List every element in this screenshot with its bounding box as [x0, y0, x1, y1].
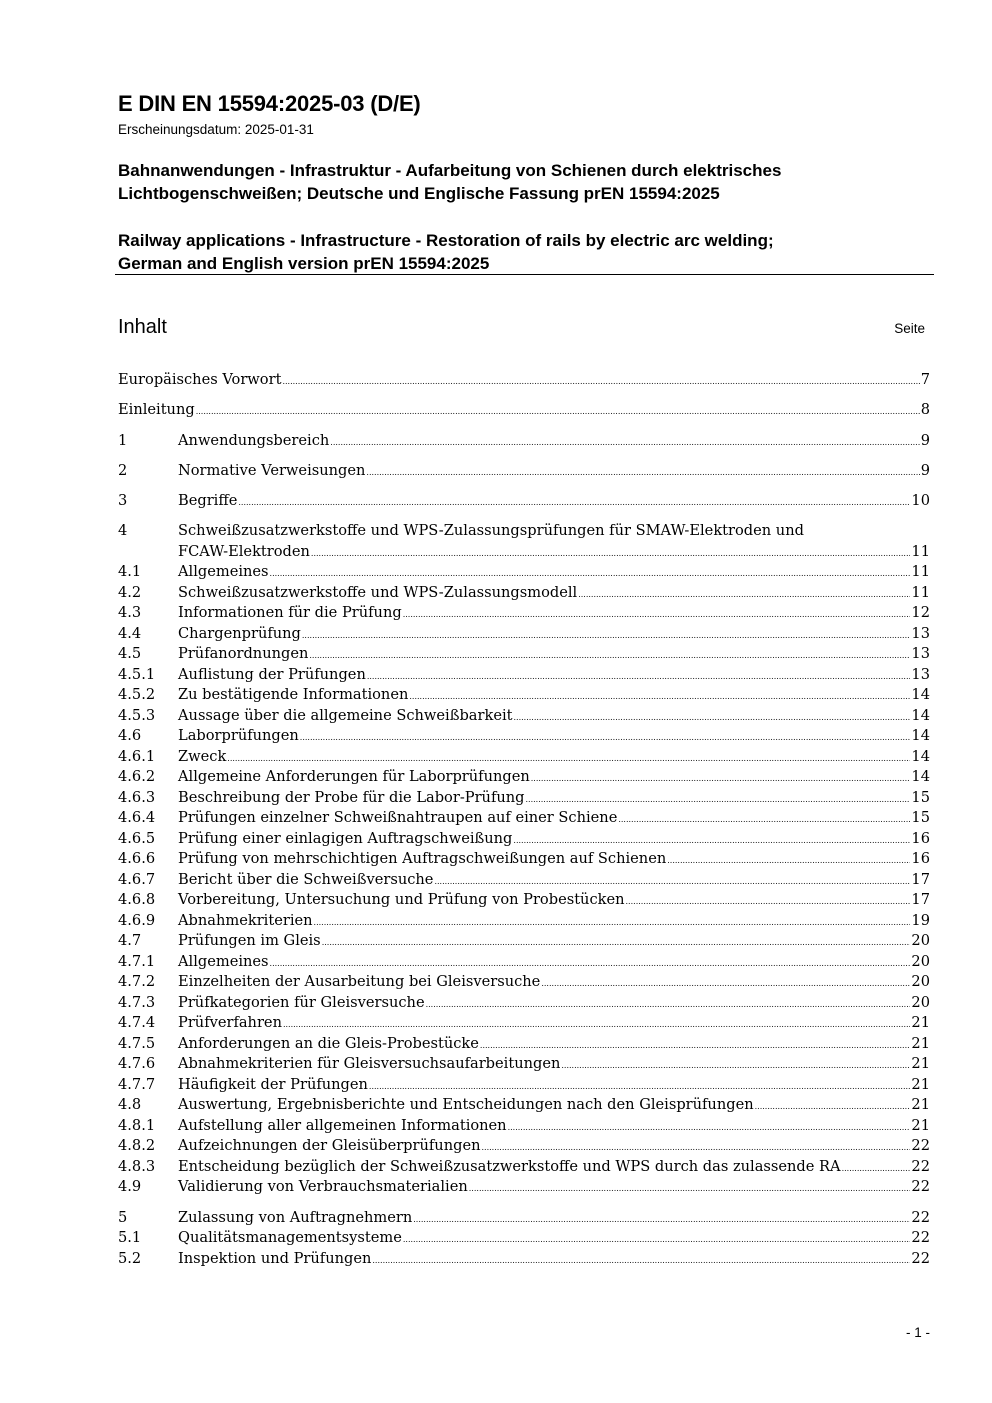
toc-entry[interactable]: [118, 370, 930, 391]
toc-entry-row: [118, 829, 930, 850]
toc-entry[interactable]: [118, 1208, 930, 1229]
toc-entry-number: 4.8.3: [118, 1157, 156, 1175]
toc-entry-number: 4: [118, 522, 128, 540]
toc-leader-dots: [403, 1230, 911, 1251]
toc-entry[interactable]: [118, 726, 930, 747]
toc-entry[interactable]: [118, 1013, 930, 1034]
toc-entry-page[interactable]: 21: [911, 1075, 930, 1093]
toc-entry-page[interactable]: 12: [911, 604, 930, 622]
toc-entry-number: 4.2: [118, 583, 142, 601]
toc-entry-page[interactable]: 22: [911, 1208, 930, 1226]
toc-entry-row: [118, 1054, 930, 1075]
toc-entry[interactable]: [118, 747, 930, 768]
toc-entry-number: 1: [118, 431, 128, 449]
toc-entry-page[interactable]: 16: [911, 850, 930, 868]
toc-page-column-label: Seite: [894, 321, 925, 336]
toc-entry-label[interactable]: Zulassung von Auftragnehmern: [178, 1208, 413, 1226]
toc-entry-label[interactable]: Häufigkeit der Prüfungen: [178, 1075, 368, 1093]
toc-entry[interactable]: [118, 583, 930, 604]
toc-entry-label[interactable]: Informationen für die Prüfung: [178, 604, 402, 622]
toc-entry-number: 4.3: [118, 604, 142, 622]
toc-entry[interactable]: [118, 890, 930, 911]
title-english-line-2: German and English version prEN 15594:2025: [118, 254, 490, 273]
toc-entry-label[interactable]: Schweißzusatzwerkstoffe und WPS-Zulassungsmodell: [178, 583, 578, 601]
toc-entry-label[interactable]: Abnahmekriterien: [178, 911, 313, 929]
toc-entry-number: 4.5.2: [118, 686, 156, 704]
toc-leader-dots: [309, 646, 910, 667]
toc-entry-row: [118, 1177, 930, 1198]
toc-entry-number: 4.7.7: [118, 1075, 156, 1093]
toc-entry[interactable]: [118, 808, 930, 829]
toc-entry-label[interactable]: Europäisches Vorwort: [118, 371, 282, 388]
toc-entry-row: [118, 1136, 930, 1157]
toc-entry-label[interactable]: Qualitätsmanagementsysteme: [178, 1229, 402, 1247]
toc-entry-page[interactable]: 22: [911, 1178, 930, 1196]
toc-entry-number: 4.4: [118, 624, 142, 642]
toc-entry-row: [118, 993, 930, 1014]
toc-entry-page[interactable]: 22: [911, 1229, 930, 1247]
toc-entry[interactable]: [118, 491, 930, 512]
toc-leader-dots: [481, 1138, 910, 1159]
toc-entry-row: [118, 788, 930, 809]
toc-entry-number: 4.6.7: [118, 870, 156, 888]
toc-entry-page[interactable]: 22: [911, 1157, 930, 1175]
toc-entry[interactable]: [118, 1249, 930, 1270]
toc-entry-label[interactable]: Allgemeines: [178, 563, 269, 581]
toc-entry[interactable]: [118, 788, 930, 809]
toc-entry-row: [118, 665, 930, 686]
toc-entry-label[interactable]: Allgemeine Anforderungen für Laborprüfungen: [178, 768, 530, 786]
toc-leader-dots: [314, 913, 911, 934]
toc-entry[interactable]: [118, 431, 930, 452]
toc-leader-dots: [531, 769, 911, 790]
toc-entry-number: 4.5.1: [118, 665, 156, 683]
toc-entry-first-line: [118, 521, 930, 542]
toc-entry-number: 4.7.3: [118, 993, 156, 1011]
toc-entry-number: 4.6.8: [118, 891, 156, 909]
toc-entry-row: [118, 583, 930, 604]
toc-entry[interactable]: [118, 1157, 930, 1178]
toc-entry-page[interactable]: 7: [920, 371, 930, 388]
toc-entry-label[interactable]: Prüfung von mehrschichtigen Auftragschweißungen auf Schienen: [178, 850, 667, 868]
toc-entry-number: 4.6: [118, 727, 142, 745]
toc-entry-label[interactable]: FCAW-Elektroden: [178, 542, 310, 560]
toc-entry-page[interactable]: 13: [911, 665, 930, 683]
toc-entry-page[interactable]: 19: [911, 911, 930, 929]
toc-entry-label[interactable]: Normative Verweisungen: [178, 461, 366, 479]
toc-entry-row: [118, 1075, 930, 1096]
toc-entry-page[interactable]: 9: [920, 431, 930, 449]
toc-entry-label[interactable]: Abnahmekriterien für Gleisversuchsaufarbeitungen: [178, 1055, 561, 1073]
toc-entry-label[interactable]: Aufzeichnungen der Gleisüberprüfungen: [178, 1137, 481, 1155]
toc-entry-label[interactable]: Auswertung, Ergebnisberichte und Entscheidungen nach den Gleisprüfungen: [178, 1096, 754, 1114]
toc-entry-page[interactable]: 16: [911, 829, 930, 847]
toc-entry-label[interactable]: Aufstellung aller allgemeinen Informationen: [178, 1116, 507, 1134]
toc-entry-row: [118, 849, 930, 870]
toc-entry-page[interactable]: 22: [911, 1249, 930, 1267]
toc-leader-dots: [270, 564, 911, 585]
toc-entry-number: 4.6.9: [118, 911, 156, 929]
toc-entry-label[interactable]: Chargenprüfung: [178, 624, 301, 642]
toc-leader-dots: [270, 954, 911, 975]
toc-entry-number: 4.9: [118, 1178, 142, 1196]
toc-entry-label[interactable]: Anforderungen an die Gleis-Probestücke: [178, 1034, 479, 1052]
toc-entry[interactable]: [118, 1136, 930, 1157]
toc-leader-dots: [434, 872, 910, 893]
toc-entry-label[interactable]: Entscheidung bezüglich der Schweißzusatzwerkstoffe und WPS durch das zulassende RA: [178, 1157, 841, 1175]
page-number: - 1 -: [905, 1325, 930, 1340]
title-german: [118, 159, 938, 205]
toc-entry-row: [118, 808, 930, 829]
toc-entry-row: [118, 491, 930, 512]
toc-entry[interactable]: [118, 1177, 930, 1198]
toc-leader-dots: [514, 708, 911, 729]
toc-leader-dots: [513, 831, 910, 852]
toc-entry-row: [118, 706, 930, 727]
toc-entry-row: [118, 931, 930, 952]
toc-entry[interactable]: [118, 603, 930, 624]
toc-entry-number: 4.8.2: [118, 1137, 156, 1155]
toc-entry[interactable]: [118, 665, 930, 686]
toc-entry-number: 4.5.3: [118, 706, 156, 724]
toc-entry-page[interactable]: 21: [911, 1055, 930, 1073]
toc-entry-number: 4.8.1: [118, 1116, 156, 1134]
toc-entry-page[interactable]: 20: [911, 993, 930, 1011]
toc-entry[interactable]: [118, 461, 930, 482]
title-english-line-1: Railway applications - Infrastructure - Restoration of rails by electric arc welding;: [118, 231, 774, 250]
toc-leader-dots: [300, 728, 911, 749]
toc-entry-row: [118, 1095, 930, 1116]
toc-leader-dots: [541, 974, 910, 995]
toc-entry-page[interactable]: 13: [911, 645, 930, 663]
toc-entry[interactable]: [118, 521, 930, 562]
toc-leader-dots: [667, 851, 910, 872]
toc-entry-number: 4.5: [118, 645, 142, 663]
toc-entry-page[interactable]: 8: [920, 401, 930, 419]
toc-entry[interactable]: [118, 911, 930, 932]
title-german-line-1: Bahnanwendungen - Infrastruktur - Aufarbeitung von Schienen durch elektrisches: [118, 161, 782, 180]
toc-entry[interactable]: [118, 870, 930, 891]
toc-entry-page[interactable]: 21: [911, 1116, 930, 1134]
toc-entry-page[interactable]: 14: [911, 747, 930, 765]
toc-leader-dots: [196, 402, 920, 423]
toc-entry-page[interactable]: 15: [911, 809, 930, 827]
toc-leader-dots: [282, 372, 919, 393]
toc-entry-page[interactable]: 17: [911, 870, 930, 888]
toc-entry-page[interactable]: 17: [911, 891, 930, 909]
toc-entry-row: [118, 603, 930, 624]
toc-entry-number: 4.1: [118, 563, 142, 581]
toc-leader-dots: [367, 667, 911, 688]
toc-entry-label[interactable]: Auflistung der Prüfungen: [178, 665, 366, 683]
toc-entry[interactable]: [118, 931, 930, 952]
toc-leader-dots: [413, 1210, 910, 1231]
toc-entry-page[interactable]: 11: [911, 542, 930, 560]
toc-entry-row: [118, 562, 930, 583]
toc-leader-dots: [372, 1251, 910, 1272]
toc-leader-dots: [525, 790, 910, 811]
toc-entry-number: 3: [118, 492, 128, 510]
toc-leader-dots: [238, 493, 910, 514]
toc-entry-row: [118, 1116, 930, 1137]
toc-entry-row: [118, 1034, 930, 1055]
toc-leader-dots: [508, 1118, 911, 1139]
toc-entry-number: 2: [118, 461, 128, 479]
toc-entry-number: 5.1: [118, 1229, 142, 1247]
toc-entry-page[interactable]: 22: [911, 1137, 930, 1155]
toc-entry-label[interactable]: Einzelheiten der Ausarbeitung bei Gleisversuche: [178, 973, 541, 991]
toc-entry-page[interactable]: 20: [911, 952, 930, 970]
toc-leader-dots: [302, 626, 911, 647]
toc-entry-row: [118, 624, 930, 645]
toc-entry-label[interactable]: Begriffe: [178, 492, 238, 510]
toc-leader-dots: [311, 544, 911, 565]
toc-entry-page[interactable]: 14: [911, 686, 930, 704]
toc-entry-row: [118, 400, 930, 421]
toc-entry-number: 4.6.5: [118, 829, 156, 847]
toc-entry[interactable]: [118, 562, 930, 583]
toc-entry-label[interactable]: Allgemeines: [178, 952, 269, 970]
toc-entry[interactable]: [118, 1228, 930, 1249]
toc-leader-dots: [369, 1077, 911, 1098]
toc-leader-dots: [330, 433, 919, 454]
toc-entry-label[interactable]: Zu bestätigende Informationen: [178, 686, 409, 704]
toc-entry[interactable]: [118, 624, 930, 645]
toc-entry-number: 4.6.2: [118, 768, 156, 786]
toc-entry-row: [118, 370, 930, 391]
toc-entry-number: 4.6.6: [118, 850, 156, 868]
toc-leader-dots: [618, 810, 910, 831]
toc-leader-dots: [842, 1159, 911, 1180]
toc-entry-row: [118, 644, 930, 665]
toc-leader-dots: [755, 1097, 911, 1118]
toc-entry-label[interactable]: Prüfverfahren: [178, 1014, 282, 1032]
toc-entry-number: 4.7.5: [118, 1034, 156, 1052]
toc-entry-number: 4.8: [118, 1096, 142, 1114]
toc-entry-row: [118, 461, 930, 482]
toc-entry[interactable]: [118, 644, 930, 665]
toc-entry-page[interactable]: 13: [911, 624, 930, 642]
toc-leader-dots: [469, 1179, 911, 1200]
toc-entry-row: [118, 890, 930, 911]
toc-entry-label[interactable]: Validierung von Verbrauchsmaterialien: [178, 1178, 468, 1196]
toc-leader-dots: [409, 687, 910, 708]
toc-entry[interactable]: [118, 1116, 930, 1137]
toc-leader-dots: [561, 1056, 910, 1077]
toc-entry-page[interactable]: 20: [911, 973, 930, 991]
toc-entry-label[interactable]: Prüfanordnungen: [178, 645, 309, 663]
toc-entry-row: [118, 1228, 930, 1249]
toc-entry-row: [118, 1249, 930, 1270]
toc-leader-dots: [626, 892, 911, 913]
toc-leader-dots: [366, 463, 919, 484]
toc-entry-label[interactable]: Zweck: [178, 747, 227, 765]
toc-entry[interactable]: [118, 952, 930, 973]
toc-entry-row: [118, 747, 930, 768]
toc-entry-page[interactable]: 15: [911, 788, 930, 806]
title-german-line-2: Lichtbogenschweißen; Deutsche und Englische Fassung prEN 15594:2025: [118, 184, 720, 203]
toc-entry-label[interactable]: Einleitung: [118, 401, 195, 419]
toc-entry-page[interactable]: 14: [911, 727, 930, 745]
toc-entry-page[interactable]: 20: [911, 932, 930, 950]
toc-entry-number: 5: [118, 1208, 128, 1226]
toc-entry[interactable]: [118, 1034, 930, 1055]
toc-entry[interactable]: [118, 1054, 930, 1075]
toc-leader-dots: [480, 1036, 911, 1057]
toc-entry-row: [118, 726, 930, 747]
toc-entry[interactable]: [118, 829, 930, 850]
toc-entry-label[interactable]: Bericht über die Schweißversuche: [178, 870, 434, 888]
toc-leader-dots: [283, 1015, 910, 1036]
toc-entry-number: 5.2: [118, 1249, 142, 1267]
toc-entry[interactable]: [118, 400, 930, 421]
issue-date: Erscheinungsdatum: 2025-01-31: [118, 122, 314, 137]
toc-leader-dots: [426, 995, 911, 1016]
toc-entry-number: 4.7: [118, 932, 142, 950]
toc-entry[interactable]: [118, 849, 930, 870]
toc-leader-dots: [403, 605, 911, 626]
toc-leader-dots: [322, 933, 911, 954]
toc-entry-row: [118, 1013, 930, 1034]
toc-entry-page[interactable]: 14: [911, 768, 930, 786]
toc-entry[interactable]: [118, 993, 930, 1014]
toc-entry-label[interactable]: Prüfkategorien für Gleisversuche: [178, 993, 425, 1011]
title-english: [118, 229, 938, 275]
toc-leader-dots: [578, 585, 910, 606]
toc-entry-label[interactable]: Prüfung einer einlagigen Auftragschweißung: [178, 829, 513, 847]
toc-entry-number: 4.7.6: [118, 1055, 156, 1073]
toc-entry-label[interactable]: Inspektion und Prüfungen: [178, 1249, 372, 1267]
toc-heading: Inhalt: [118, 316, 167, 338]
toc-entry-row: [118, 1157, 930, 1178]
toc-entry-label[interactable]: Laborprüfungen: [178, 727, 299, 745]
toc-entry-page[interactable]: 21: [911, 1096, 930, 1114]
toc-entry-label[interactable]: Prüfungen im Gleis: [178, 932, 321, 950]
toc-entry-row: [118, 542, 930, 563]
toc-entry[interactable]: [118, 1095, 930, 1116]
toc-entry-page[interactable]: 11: [911, 563, 930, 581]
header-divider: [115, 274, 934, 275]
toc-entry-row: [118, 767, 930, 788]
toc-entry-page[interactable]: 21: [911, 1014, 930, 1032]
toc-entry-number: 4.7.1: [118, 952, 156, 970]
toc-entry-page[interactable]: 21: [911, 1034, 930, 1052]
toc-entry-row: [118, 685, 930, 706]
toc-entry-row: [118, 911, 930, 932]
document-id: E DIN EN 15594:2025-03 (D/E): [118, 91, 421, 116]
toc-entry-label[interactable]: Prüfungen einzelner Schweißnahtraupen auf einer Schiene: [178, 809, 618, 827]
toc-entry-number: 4.7.2: [118, 973, 156, 991]
toc-entry[interactable]: [118, 685, 930, 706]
toc-entry-row: [118, 431, 930, 452]
toc-entry-row: [118, 952, 930, 973]
toc-entry-number: 4.6.1: [118, 747, 156, 765]
toc-entry-label[interactable]: Anwendungsbereich: [178, 431, 330, 449]
toc-entry[interactable]: [118, 972, 930, 993]
toc-entry-row: [118, 972, 930, 993]
toc-entry-row: [118, 870, 930, 891]
toc-entry-page[interactable]: 14: [911, 706, 930, 724]
toc-entry-label[interactable]: Aussage über die allgemeine Schweißbarkeit: [178, 706, 513, 724]
toc-entry-page[interactable]: 10: [911, 492, 930, 510]
toc-entry[interactable]: [118, 767, 930, 788]
toc-entry-label-line: Schweißzusatzwerkstoffe und WPS-Zulassungsprüfungen für SMAW-Elektroden und: [178, 522, 804, 540]
toc-entry[interactable]: [118, 1075, 930, 1096]
toc-entry-number: 4.6.4: [118, 809, 156, 827]
toc-entry-page[interactable]: 11: [911, 583, 930, 601]
table-of-contents: [118, 370, 930, 1269]
toc-entry[interactable]: [118, 706, 930, 727]
toc-entry-number: 4.7.4: [118, 1014, 156, 1032]
toc-entry-page[interactable]: 9: [920, 461, 930, 479]
toc-leader-dots: [227, 749, 910, 770]
toc-entry-number: 4.6.3: [118, 788, 156, 806]
toc-entry-label[interactable]: Vorbereitung, Untersuchung und Prüfung von Probestücken: [178, 891, 625, 909]
toc-entry-label[interactable]: Beschreibung der Probe für die Labor-Prüfung: [178, 788, 525, 806]
toc-entry-row: [118, 1208, 930, 1229]
